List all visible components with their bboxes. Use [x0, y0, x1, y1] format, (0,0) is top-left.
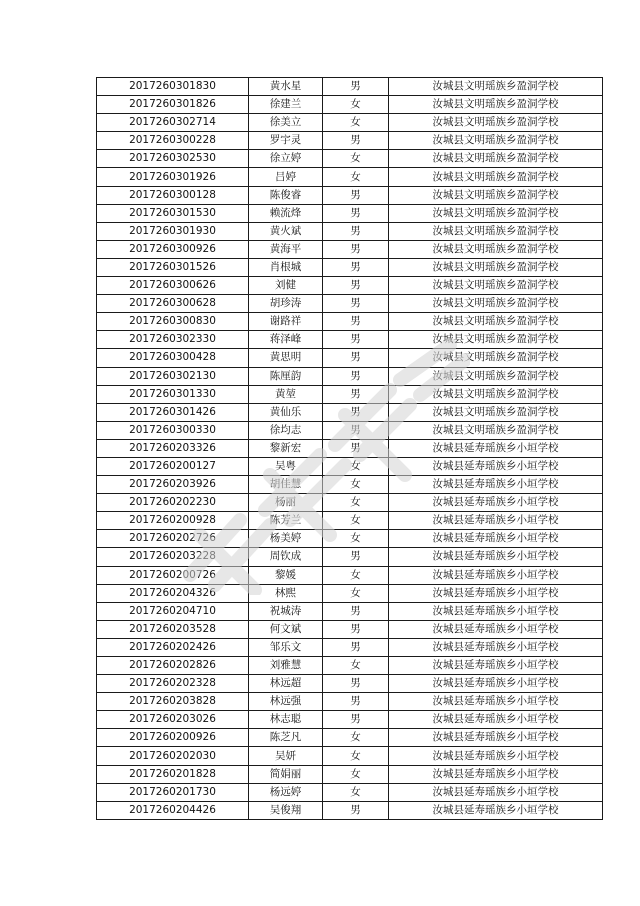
- cell-name: 林熙: [249, 584, 323, 602]
- cell-school: 汝城县延寿瑶族乡小垣学校: [389, 494, 603, 512]
- cell-exam-id: 2017260300626: [97, 277, 249, 295]
- cell-gender: 男: [323, 620, 389, 638]
- cell-school: 汝城县文明瑶族乡盈洞学校: [389, 240, 603, 258]
- cell-exam-id: 2017260202426: [97, 638, 249, 656]
- cell-name: 吕婷: [249, 168, 323, 186]
- cell-exam-id: 2017260301426: [97, 403, 249, 421]
- table-row: [97, 186, 603, 204]
- cell-school: 汝城县延寿瑶族乡小垣学校: [389, 566, 603, 584]
- cell-name: 陈俊睿: [249, 186, 323, 204]
- table-row: [97, 96, 603, 114]
- cell-name: 黄仙乐: [249, 403, 323, 421]
- table-row: [97, 385, 603, 403]
- cell-school: 汝城县文明瑶族乡盈洞学校: [389, 385, 603, 403]
- cell-name: 蒋泽峰: [249, 331, 323, 349]
- cell-exam-id: 2017260301330: [97, 385, 249, 403]
- cell-name: 杨美婷: [249, 530, 323, 548]
- table-row: [97, 222, 603, 240]
- cell-exam-id: 2017260300628: [97, 295, 249, 313]
- cell-school: 汝城县文明瑶族乡盈洞学校: [389, 186, 603, 204]
- cell-school: 汝城县文明瑶族乡盈洞学校: [389, 331, 603, 349]
- roster-table: [96, 77, 603, 820]
- table-row: [97, 602, 603, 620]
- table-row: [97, 277, 603, 295]
- cell-school: 汝城县文明瑶族乡盈洞学校: [389, 132, 603, 150]
- cell-name: 胡佳慧: [249, 476, 323, 494]
- cell-name: 罗宇灵: [249, 132, 323, 150]
- cell-gender: 男: [323, 801, 389, 819]
- cell-gender: 女: [323, 168, 389, 186]
- cell-school: 汝城县文明瑶族乡盈洞学校: [389, 258, 603, 276]
- cell-gender: 男: [323, 403, 389, 421]
- cell-gender: 女: [323, 96, 389, 114]
- cell-school: 汝城县延寿瑶族乡小垣学校: [389, 783, 603, 801]
- cell-gender: 女: [323, 657, 389, 675]
- table-row: [97, 240, 603, 258]
- cell-gender: 女: [323, 783, 389, 801]
- cell-exam-id: 2017260301526: [97, 258, 249, 276]
- cell-school: 汝城县延寿瑶族乡小垣学校: [389, 765, 603, 783]
- table-row: [97, 729, 603, 747]
- cell-gender: 女: [323, 114, 389, 132]
- cell-school: 汝城县延寿瑶族乡小垣学校: [389, 711, 603, 729]
- cell-school: 汝城县延寿瑶族乡小垣学校: [389, 620, 603, 638]
- cell-school: 汝城县延寿瑶族乡小垣学校: [389, 512, 603, 530]
- cell-school: 汝城县文明瑶族乡盈洞学校: [389, 78, 603, 96]
- cell-school: 汝城县延寿瑶族乡小垣学校: [389, 693, 603, 711]
- cell-school: 汝城县文明瑶族乡盈洞学校: [389, 114, 603, 132]
- table-row: [97, 530, 603, 548]
- table-row: [97, 78, 603, 96]
- cell-gender: 男: [323, 675, 389, 693]
- table-row: [97, 457, 603, 475]
- table-row: [97, 747, 603, 765]
- cell-school: 汝城县文明瑶族乡盈洞学校: [389, 222, 603, 240]
- cell-exam-id: 2017260200928: [97, 512, 249, 530]
- table-row: [97, 150, 603, 168]
- table-row: [97, 258, 603, 276]
- cell-exam-id: 2017260302130: [97, 367, 249, 385]
- cell-gender: 男: [323, 349, 389, 367]
- cell-exam-id: 2017260200127: [97, 457, 249, 475]
- cell-school: 汝城县延寿瑶族乡小垣学校: [389, 747, 603, 765]
- cell-exam-id: 2017260300830: [97, 313, 249, 331]
- cell-exam-id: 2017260301830: [97, 78, 249, 96]
- cell-gender: 男: [323, 240, 389, 258]
- cell-exam-id: 2017260300330: [97, 421, 249, 439]
- cell-school: 汝城县文明瑶族乡盈洞学校: [389, 421, 603, 439]
- cell-name: 黄火斌: [249, 222, 323, 240]
- cell-name: 胡珍涛: [249, 295, 323, 313]
- cell-exam-id: 2017260200926: [97, 729, 249, 747]
- cell-gender: 男: [323, 548, 389, 566]
- cell-school: 汝城县文明瑶族乡盈洞学校: [389, 295, 603, 313]
- cell-name: 刘雅慧: [249, 657, 323, 675]
- cell-exam-id: 2017260300428: [97, 349, 249, 367]
- cell-gender: 男: [323, 186, 389, 204]
- cell-name: 陈芳兰: [249, 512, 323, 530]
- cell-school: 汝城县延寿瑶族乡小垣学校: [389, 584, 603, 602]
- cell-name: 吴粤: [249, 457, 323, 475]
- cell-name: 黄海平: [249, 240, 323, 258]
- cell-name: 徐建兰: [249, 96, 323, 114]
- cell-school: 汝城县延寿瑶族乡小垣学校: [389, 476, 603, 494]
- cell-name: 林远超: [249, 675, 323, 693]
- cell-school: 汝城县文明瑶族乡盈洞学校: [389, 403, 603, 421]
- cell-school: 汝城县延寿瑶族乡小垣学校: [389, 657, 603, 675]
- table-row: [97, 657, 603, 675]
- cell-name: 谢路祥: [249, 313, 323, 331]
- table-row: [97, 512, 603, 530]
- cell-exam-id: 2017260302330: [97, 331, 249, 349]
- table-row: [97, 421, 603, 439]
- cell-gender: 男: [323, 277, 389, 295]
- cell-gender: 男: [323, 421, 389, 439]
- cell-gender: 男: [323, 295, 389, 313]
- cell-exam-id: 2017260203528: [97, 620, 249, 638]
- cell-gender: 女: [323, 747, 389, 765]
- cell-gender: 女: [323, 476, 389, 494]
- cell-gender: 男: [323, 331, 389, 349]
- cell-name: 林远强: [249, 693, 323, 711]
- cell-school: 汝城县延寿瑶族乡小垣学校: [389, 530, 603, 548]
- cell-name: 邹乐文: [249, 638, 323, 656]
- cell-school: 汝城县文明瑶族乡盈洞学校: [389, 168, 603, 186]
- cell-name: 何文斌: [249, 620, 323, 638]
- cell-exam-id: 2017260204710: [97, 602, 249, 620]
- table-row: [97, 132, 603, 150]
- cell-school: 汝城县文明瑶族乡盈洞学校: [389, 96, 603, 114]
- table-row: [97, 548, 603, 566]
- cell-name: 吴俊翔: [249, 801, 323, 819]
- table-row: [97, 693, 603, 711]
- table-row: [97, 675, 603, 693]
- cell-exam-id: 2017260301926: [97, 168, 249, 186]
- cell-gender: 男: [323, 439, 389, 457]
- cell-exam-id: 2017260301826: [97, 96, 249, 114]
- cell-gender: 男: [323, 367, 389, 385]
- table-row: [97, 313, 603, 331]
- table-row: [97, 783, 603, 801]
- cell-gender: 女: [323, 765, 389, 783]
- table-row: [97, 114, 603, 132]
- table-row: [97, 801, 603, 819]
- cell-exam-id: 2017260201730: [97, 783, 249, 801]
- table-row: [97, 566, 603, 584]
- cell-school: 汝城县延寿瑶族乡小垣学校: [389, 801, 603, 819]
- cell-name: 徐立婷: [249, 150, 323, 168]
- table-row: [97, 367, 603, 385]
- table-row: [97, 403, 603, 421]
- cell-gender: 男: [323, 132, 389, 150]
- cell-name: 杨远婷: [249, 783, 323, 801]
- cell-name: 黄水星: [249, 78, 323, 96]
- cell-name: 周钦成: [249, 548, 323, 566]
- cell-name: 陈厘韵: [249, 367, 323, 385]
- cell-exam-id: 2017260202230: [97, 494, 249, 512]
- table-row: [97, 204, 603, 222]
- cell-exam-id: 2017260301530: [97, 204, 249, 222]
- cell-exam-id: 2017260202030: [97, 747, 249, 765]
- cell-exam-id: 2017260300128: [97, 186, 249, 204]
- cell-gender: 男: [323, 711, 389, 729]
- cell-gender: 男: [323, 385, 389, 403]
- cell-name: 黄思明: [249, 349, 323, 367]
- cell-gender: 女: [323, 150, 389, 168]
- cell-exam-id: 2017260202328: [97, 675, 249, 693]
- cell-exam-id: 2017260201828: [97, 765, 249, 783]
- cell-school: 汝城县延寿瑶族乡小垣学校: [389, 602, 603, 620]
- table-row: [97, 331, 603, 349]
- table-row: [97, 711, 603, 729]
- cell-school: 汝城县延寿瑶族乡小垣学校: [389, 729, 603, 747]
- cell-exam-id: 2017260301930: [97, 222, 249, 240]
- cell-gender: 女: [323, 584, 389, 602]
- roster-body: [97, 78, 603, 820]
- cell-school: 汝城县文明瑶族乡盈洞学校: [389, 313, 603, 331]
- table-row: [97, 638, 603, 656]
- cell-gender: 女: [323, 729, 389, 747]
- cell-name: 陈芝凡: [249, 729, 323, 747]
- cell-name: 杨丽: [249, 494, 323, 512]
- table-row: [97, 584, 603, 602]
- cell-exam-id: 2017260204426: [97, 801, 249, 819]
- table-row: [97, 476, 603, 494]
- cell-name: 简娟丽: [249, 765, 323, 783]
- cell-exam-id: 2017260200726: [97, 566, 249, 584]
- table-row: [97, 349, 603, 367]
- cell-exam-id: 2017260300926: [97, 240, 249, 258]
- cell-school: 汝城县文明瑶族乡盈洞学校: [389, 204, 603, 222]
- cell-gender: 男: [323, 78, 389, 96]
- cell-gender: 女: [323, 494, 389, 512]
- cell-school: 汝城县文明瑶族乡盈洞学校: [389, 150, 603, 168]
- cell-name: 吴妍: [249, 747, 323, 765]
- cell-gender: 女: [323, 512, 389, 530]
- cell-name: 徐美立: [249, 114, 323, 132]
- cell-school: 汝城县延寿瑶族乡小垣学校: [389, 638, 603, 656]
- cell-name: 肖根城: [249, 258, 323, 276]
- cell-school: 汝城县延寿瑶族乡小垣学校: [389, 439, 603, 457]
- cell-school: 汝城县延寿瑶族乡小垣学校: [389, 457, 603, 475]
- cell-exam-id: 2017260203926: [97, 476, 249, 494]
- cell-name: 祝城涛: [249, 602, 323, 620]
- cell-exam-id: 2017260203326: [97, 439, 249, 457]
- cell-exam-id: 2017260203828: [97, 693, 249, 711]
- cell-name: 黎媛: [249, 566, 323, 584]
- cell-school: 汝城县文明瑶族乡盈洞学校: [389, 367, 603, 385]
- cell-name: 赖流烽: [249, 204, 323, 222]
- cell-school: 汝城县延寿瑶族乡小垣学校: [389, 675, 603, 693]
- cell-school: 汝城县文明瑶族乡盈洞学校: [389, 349, 603, 367]
- cell-exam-id: 2017260202726: [97, 530, 249, 548]
- table-row: [97, 620, 603, 638]
- cell-gender: 男: [323, 222, 389, 240]
- table-row: [97, 439, 603, 457]
- table-row: [97, 494, 603, 512]
- cell-gender: 女: [323, 566, 389, 584]
- cell-gender: 男: [323, 258, 389, 276]
- cell-school: 汝城县文明瑶族乡盈洞学校: [389, 277, 603, 295]
- cell-gender: 女: [323, 457, 389, 475]
- cell-name: 黎新宏: [249, 439, 323, 457]
- table-row: [97, 765, 603, 783]
- cell-gender: 男: [323, 204, 389, 222]
- table-row: [97, 295, 603, 313]
- cell-gender: 女: [323, 530, 389, 548]
- cell-gender: 男: [323, 602, 389, 620]
- cell-name: 徐均志: [249, 421, 323, 439]
- cell-exam-id: 2017260202826: [97, 657, 249, 675]
- cell-exam-id: 2017260203026: [97, 711, 249, 729]
- cell-gender: 男: [323, 638, 389, 656]
- cell-name: 林志聪: [249, 711, 323, 729]
- cell-name: 刘健: [249, 277, 323, 295]
- cell-exam-id: 2017260302530: [97, 150, 249, 168]
- cell-name: 黄堃: [249, 385, 323, 403]
- cell-exam-id: 2017260203228: [97, 548, 249, 566]
- table-row: [97, 168, 603, 186]
- cell-school: 汝城县延寿瑶族乡小垣学校: [389, 548, 603, 566]
- cell-gender: 男: [323, 313, 389, 331]
- cell-exam-id: 2017260300228: [97, 132, 249, 150]
- cell-exam-id: 2017260302714: [97, 114, 249, 132]
- cell-gender: 男: [323, 693, 389, 711]
- cell-exam-id: 2017260204326: [97, 584, 249, 602]
